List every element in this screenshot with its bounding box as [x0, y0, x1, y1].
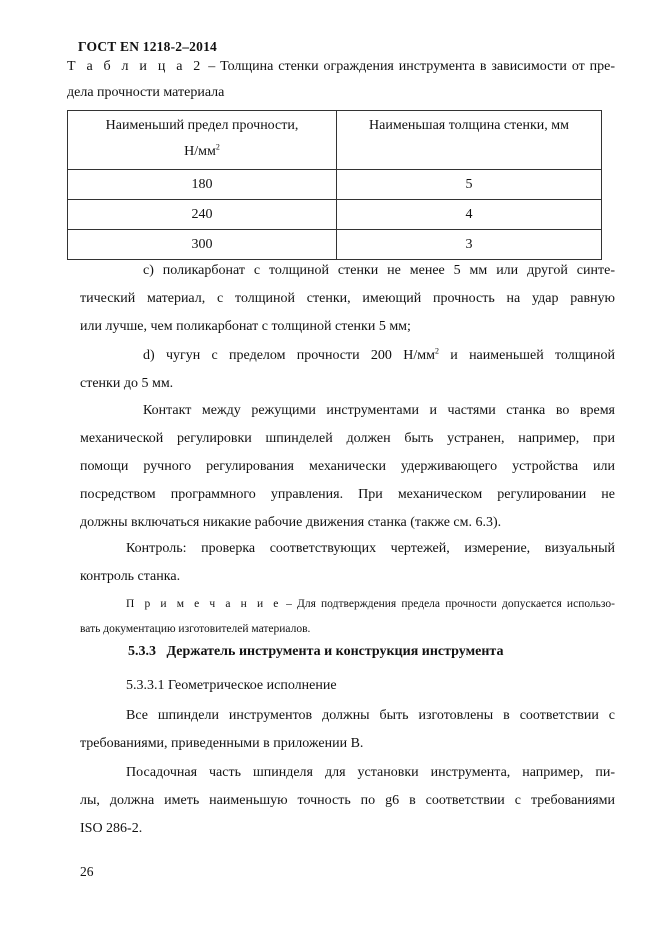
col-header-strength: Наименьший предел прочности, $Н/мм^2$ — [68, 111, 337, 170]
cell-thickness: 4 — [337, 200, 602, 230]
document-header: ГОСТ EN 1218-2–2014 — [78, 39, 217, 54]
cell-strength: 180 — [68, 170, 337, 200]
item-c-paragraph: с) поликарбонат с толщиной стенки не менее 5 мм или другой синте- тический материал, с толщиной стенки, имеющий прочность на удар равную или лучше, чем поликарбонат с толщиной стенки 5 мм; — [80, 263, 615, 334]
table-row — [68, 170, 602, 200]
table-row — [68, 200, 602, 230]
cell-strength: 240 — [68, 200, 337, 230]
table-caption — [67, 54, 615, 106]
note-paragraph: П р и м е ч а н и е – Для подтверждения предела прочности допускается использо- вать документацию изготовителей материалов. — [80, 598, 615, 635]
fit-paragraph: Посадочная часть шпинделя для установки инструмента, например, пи- лы, должна иметь наименьшую точность по g6 в соответствии с требованиями ISO 286-2. — [80, 765, 615, 836]
cell-thickness: 3 — [337, 230, 602, 260]
table-caption-text-2: дела прочности материала — [67, 85, 225, 100]
table-caption-text-1: – Толщина стенки ограждения инструмента в зависимости от пре- — [203, 59, 616, 74]
table-header-row — [68, 111, 602, 170]
page-number: 26 — [80, 864, 94, 879]
strength-thickness-table — [67, 110, 602, 260]
cell-strength: 300 — [68, 230, 337, 260]
cell-thickness: 5 — [337, 170, 602, 200]
table-row — [68, 230, 602, 260]
col-header-thickness: Наименьшая толщина стенки, мм — [337, 111, 602, 170]
note-label: П р и м е ч а н и е — [126, 598, 281, 610]
contact-paragraph: Контакт между режущими инструментами и частями станка во время механической регулировки шпинделей должен быть устранен, например, при помощи ручного регулирования механически удерживающего устройства или посредством программного управления. При механическом регулировании не должны включаться никакие рабочие движения станка (также см. 6.3). — [80, 403, 615, 530]
control-paragraph: Контроль: проверка соответствующих чертежей, измерение, визуальный контроль станка. — [80, 541, 615, 584]
section-title: Держатель инструмента и конструкция инструмента — [166, 644, 504, 659]
section-heading — [128, 644, 503, 660]
spindles-paragraph: Все шпиндели инструментов должны быть изготовлены в соответствии с требованиями, приведенными в приложении В. — [80, 708, 615, 751]
section-number: 5.3.3 — [128, 644, 156, 659]
item-d-paragraph: d) чугун с пределом прочности 200 $Н/мм^2$ и наименьшей толщиной стенки до 5 мм. — [80, 346, 615, 391]
table-caption-label: Т а б л и ц а 2 — [67, 59, 204, 74]
subsection-heading: 5.3.3.1 Геометрическое исполнение — [126, 678, 337, 693]
